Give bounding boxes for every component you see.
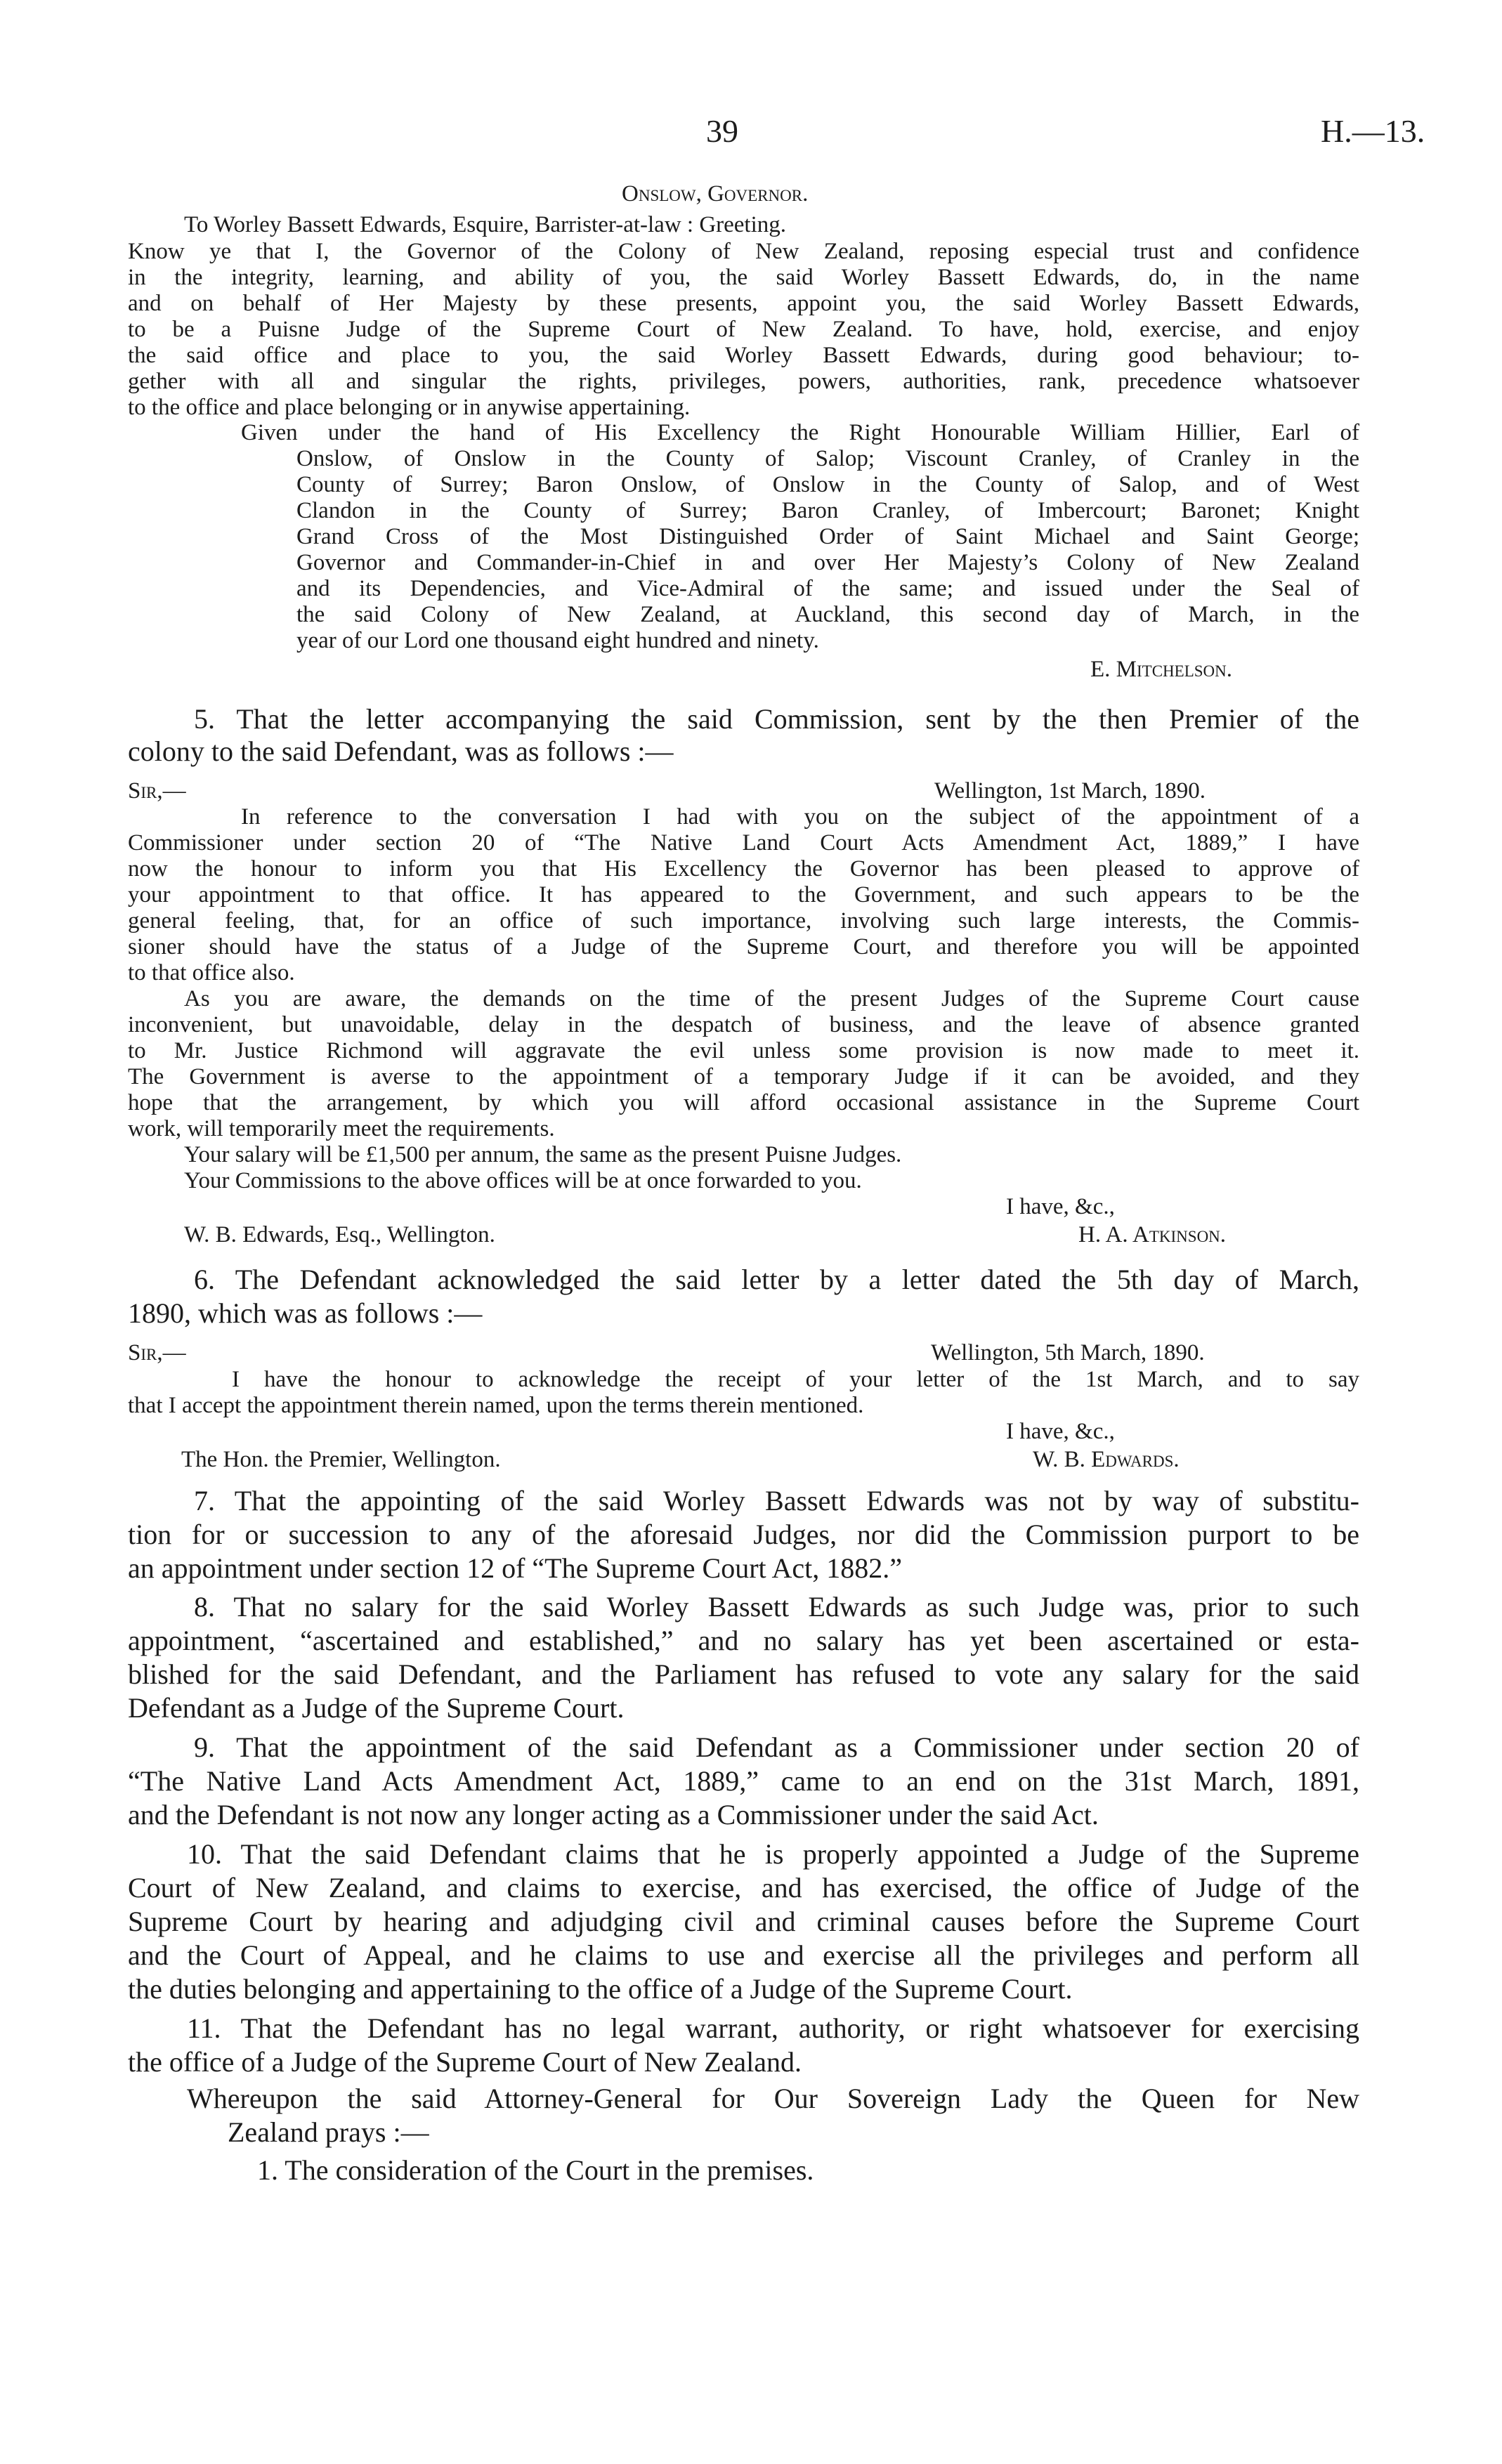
letter1-line: In reference to the conversation I had with you on the subject of the appointment of a bbox=[241, 804, 1359, 830]
prayer-item-1: 1. The consideration of the Court in the premises. bbox=[257, 2154, 814, 2186]
letter2-recipient: The Hon. the Premier, Wellington. bbox=[181, 1447, 501, 1472]
letter1-line: inconvenient, but unavoidable, delay in the despatch of business, and the leave of absence granted bbox=[128, 1012, 1359, 1037]
commission-addressee: To Worley Bassett Edwards, Esquire, Barrister-at-law : Greeting. bbox=[184, 212, 787, 237]
letter1-closing: I have, &c., bbox=[1006, 1194, 1115, 1219]
letter1-line: to Mr. Justice Richmond will aggravate the evil unless some provision is now made to meet it. bbox=[128, 1038, 1359, 1063]
para11-line: 11. That the Defendant has no legal warrant, authority, or right whatsoever for exercising bbox=[187, 2013, 1359, 2044]
para10-line: the duties belonging and appertaining to the office of a Judge of the Supreme Court. bbox=[128, 1973, 1073, 2005]
given-line: Onslow, of Onslow in the County of Salop; Viscount Cranley, of Cranley in the bbox=[296, 446, 1359, 471]
letter2-line: that I accept the appointment therein named, upon the terms therein mentioned. bbox=[128, 1393, 864, 1418]
given-line: and its Dependencies, and Vice-Admiral of the same; and issued under the Seal of bbox=[296, 576, 1359, 601]
para10-line: Court of New Zealand, and claims to exercise, and has exercised, the office of Judge of the bbox=[128, 1873, 1359, 1903]
para7-line: an appointment under section 12 of “The Supreme Court Act, 1882.” bbox=[128, 1552, 902, 1584]
para5-line: 5. That the letter accompanying the said Commission, sent by the then Premier of the bbox=[194, 704, 1359, 735]
letter2-closing: I have, &c., bbox=[1006, 1419, 1115, 1444]
commission-line: and on behalf of Her Majesty by these presents, appoint you, the said Worley Bassett Edwards, bbox=[128, 291, 1359, 316]
commission-governor: Onslow, Governor. bbox=[622, 181, 809, 207]
para9-line: 9. That the appointment of the said Defendant as a Commissioner under section 20 of bbox=[194, 1732, 1359, 1763]
given-line: Clandon in the County of Surrey; Baron Cranley, of Imbercourt; Baronet; Knight bbox=[296, 498, 1359, 523]
para8-line: 8. That no salary for the said Worley Bassett Edwards as such Judge was, prior to such bbox=[194, 1592, 1359, 1623]
para6-line: 1890, which was as follows :— bbox=[128, 1297, 483, 1329]
given-line: Governor and Commander-in-Chief in and over Her Majesty’s Colony of New Zealand bbox=[296, 550, 1359, 575]
letter2-place-date: Wellington, 5th March, 1890. bbox=[931, 1340, 1205, 1365]
letter1-line: work, will temporarily meet the requirements. bbox=[128, 1116, 555, 1141]
letter1-line: Your salary will be £1,500 per annum, the same as the present Puisne Judges. bbox=[184, 1142, 902, 1167]
para8-line: blished for the said Defendant, and the Parliament has refused to vote any salary for the said bbox=[128, 1659, 1359, 1690]
given-line: Given under the hand of His Excellency the Right Honourable William Hillier, Earl of bbox=[241, 420, 1359, 445]
letter1-line: As you are aware, the demands on the time of the present Judges of the Supreme Court cause bbox=[184, 986, 1359, 1011]
letter1-line: Commissioner under section 20 of “The Native Land Court Acts Amendment Act, 1889,” I have bbox=[128, 830, 1359, 856]
para5-line: colony to the said Defendant, was as follows :— bbox=[128, 735, 674, 767]
commission-line: in the integrity, learning, and ability of you, the said Worley Bassett Edwards, do, in the name bbox=[128, 265, 1359, 290]
document-code: H.—13. bbox=[1321, 113, 1425, 149]
commission-line: gether with all and singular the rights, privileges, powers, authorities, rank, precedence whatsoever bbox=[128, 369, 1359, 394]
para9-line: “The Native Land Acts Amendment Act, 1889,” came to an end on the 31st March, 1891, bbox=[128, 1766, 1359, 1797]
para9-line: and the Defendant is not now any longer acting as a Commissioner under the said Act. bbox=[128, 1799, 1099, 1830]
given-line: Grand Cross of the Most Distinguished Order of Saint Michael and Saint George; bbox=[296, 524, 1359, 549]
given-line: the said Colony of New Zealand, at Auckland, this second day of March, in the bbox=[296, 602, 1359, 627]
given-line: year of our Lord one thousand eight hundred and ninety. bbox=[296, 628, 819, 653]
para11-line: the office of a Judge of the Supreme Court of New Zealand. bbox=[128, 2046, 802, 2078]
para8-line: Defendant as a Judge of the Supreme Court. bbox=[128, 1692, 625, 1724]
letter1-line: general feeling, that, for an office of such importance, involving such large interests, the Commis- bbox=[128, 908, 1359, 933]
letter1-line: The Government is averse to the appointment of a temporary Judge if it can be avoided, and they bbox=[128, 1064, 1359, 1089]
letter1-signature: H. A. Atkinson. bbox=[1078, 1222, 1227, 1247]
para8-line: appointment, “ascertained and established,” and no salary has yet been ascertained or esta- bbox=[128, 1625, 1359, 1656]
para7-line: tion for or succession to any of the aforesaid Judges, nor did the Commission purport to be bbox=[128, 1519, 1359, 1550]
letter2-salutation: Sir,— bbox=[128, 1340, 186, 1365]
para10-line: and the Court of Appeal, and he claims to use and exercise all the privileges and perform all bbox=[128, 1940, 1359, 1971]
para10-line: 10. That the said Defendant claims that he is properly appointed a Judge of the Supreme bbox=[187, 1839, 1359, 1870]
commission-line: the said office and place to you, the said Worley Bassett Edwards, during good behaviour; to- bbox=[128, 343, 1359, 368]
letter2-signature: W. B. Edwards. bbox=[1033, 1447, 1180, 1472]
prayer-line: Whereupon the said Attorney-General for Our Sovereign Lady the Queen for New bbox=[187, 2083, 1359, 2114]
page-number: 39 bbox=[706, 113, 738, 149]
prayer-line: Zealand prays :— bbox=[228, 2116, 429, 2148]
letter1-salutation: Sir,— bbox=[128, 778, 186, 804]
para6-line: 6. The Defendant acknowledged the said letter by a letter dated the 5th day of March, bbox=[194, 1264, 1359, 1295]
letter1-line: your appointment to that office. It has appeared to the Government, and such appears to be the bbox=[128, 882, 1359, 907]
given-line: County of Surrey; Baron Onslow, of Onslow in the County of Salop, and of West bbox=[296, 472, 1359, 497]
letter1-line: sioner should have the status of a Judge of the Supreme Court, and therefore you will be appointed bbox=[128, 934, 1359, 959]
commission-line: to be a Puisne Judge of the Supreme Court of New Zealand. To have, hold, exercise, and enjoy bbox=[128, 317, 1359, 342]
letter1-line: now the honour to inform you that His Excellency the Governor has been pleased to approve of bbox=[128, 856, 1359, 882]
commission-line: Know ye that I, the Governor of the Colony of New Zealand, reposing especial trust and confidence bbox=[128, 239, 1359, 264]
commission-signature: E. Mitchelson. bbox=[1090, 657, 1233, 682]
letter1-line: to that office also. bbox=[128, 960, 295, 985]
letter1-recipient: W. B. Edwards, Esq., Wellington. bbox=[184, 1222, 495, 1247]
para7-line: 7. That the appointing of the said Worley Bassett Edwards was not by way of substitu- bbox=[194, 1486, 1359, 1516]
para10-line: Supreme Court by hearing and adjudging civil and criminal causes before the Supreme Court bbox=[128, 1906, 1359, 1937]
commission-line: to the office and place belonging or in anywise appertaining. bbox=[128, 395, 691, 420]
letter2-line: I have the honour to acknowledge the receipt of your letter of the 1st March, and to say bbox=[232, 1367, 1359, 1392]
letter1-line: Your Commissions to the above offices will be at once forwarded to you. bbox=[184, 1168, 862, 1193]
letter1-line: hope that the arrangement, by which you will afford occasional assistance in the Supreme Court bbox=[128, 1090, 1359, 1115]
letter1-place-date: Wellington, 1st March, 1890. bbox=[934, 778, 1206, 804]
